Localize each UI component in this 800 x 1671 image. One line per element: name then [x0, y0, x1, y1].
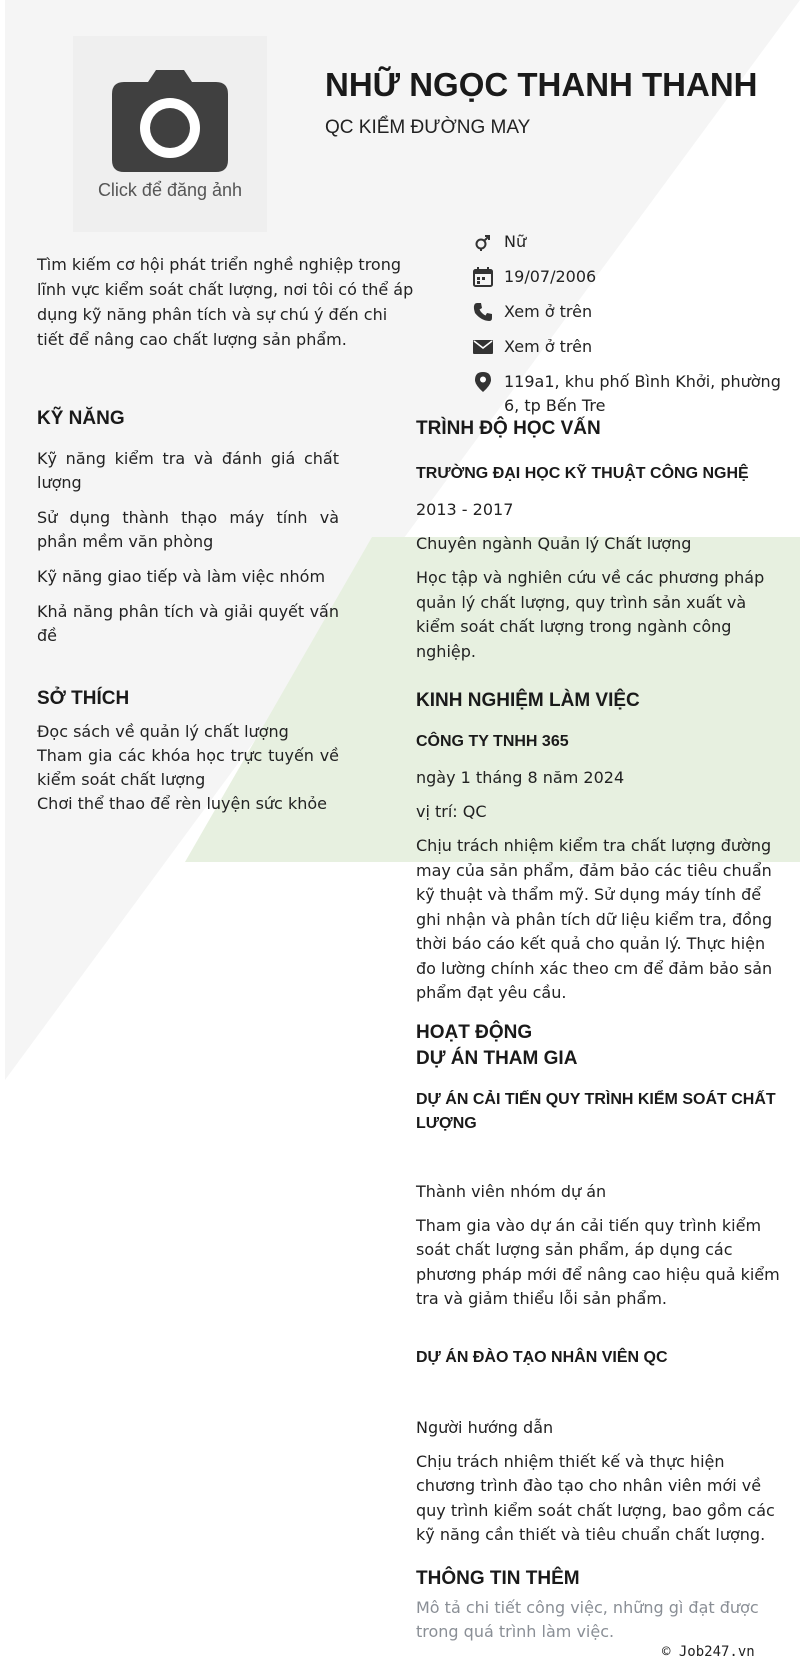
contact-address-value: 119a1, khu phố Bình Khởi, phường 6, tp Bến Tre	[504, 372, 781, 415]
contact-phone	[472, 300, 782, 324]
project-name: DỰ ÁN CẢI TIẾN QUY TRÌNH KIỂM SOÁT CHẤT LƯỢNG	[416, 1090, 776, 1132]
experience-description: Chịu trách nhiệm kiểm tra chất lượng đường may của sản phẩm, đảm bảo các tiêu chuẩn kỹ thuật và thẩm mỹ. Sử dụng máy tính để ghi nhận và phân tích dữ liệu kiểm tra, đồng thời báo cáo kết quả cho quản lý. Thực hiện đo lường chính xác theo cm để đảm bảo sản phẩm đạt yêu cầu.	[416, 836, 773, 1002]
skill-item: Kỹ năng giao tiếp và làm việc nhóm	[37, 567, 326, 586]
education-title: TRÌNH ĐỘ HỌC VẤN	[416, 418, 601, 439]
contact-gender	[472, 230, 782, 254]
activities-title: HOẠT ĐỘNG	[416, 1021, 533, 1043]
contact-address	[472, 370, 782, 418]
experience-position: vị trí: QC	[416, 802, 487, 821]
hobbies-section	[37, 688, 339, 816]
hobby-item: Tham gia các khóa học trực tuyến về kiểm soát chất lượng	[37, 746, 339, 789]
camera-icon	[112, 68, 228, 172]
extra-info-placeholder[interactable]: Mô tả chi tiết công việc, những gì đạt được trong quá trình làm việc.	[416, 1597, 759, 1641]
education-school: TRƯỜNG ĐẠI HỌC KỸ THUẬT CÔNG NGHỆ	[416, 465, 749, 482]
experience-title: KINH NGHIỆM LÀM VIỆC	[416, 690, 640, 711]
candidate-name: NHỮ NGỌC THANH THANH	[325, 66, 758, 103]
education-major: Chuyên ngành Quản lý Chất lượng	[416, 534, 692, 553]
skill-item: Khả năng phân tích và giải quyết vấn đề	[37, 602, 339, 645]
projects-title: DỰ ÁN THAM GIA	[416, 1047, 578, 1069]
experience-company: CÔNG TY TNHH 365	[416, 733, 569, 750]
photo-upload[interactable]	[73, 36, 267, 232]
project-description: Tham gia vào dự án cải tiến quy trình kiểm soát chất lượng sản phẩm, áp dụng các phương pháp mới để nâng cao hiệu quả kiểm tra và giảm thiểu lỗi sản phẩm.	[416, 1215, 780, 1308]
contact-email	[472, 335, 782, 359]
contact-email-value: Xem ở trên	[504, 337, 593, 356]
hobby-item: Đọc sách về quản lý chất lượng	[37, 722, 289, 741]
experience-date: ngày 1 tháng 8 năm 2024	[416, 768, 625, 787]
contact-birthday-value: 19/07/2006	[504, 267, 597, 286]
skill-item: Kỹ năng kiểm tra và đánh giá chất lượng	[37, 449, 339, 492]
location-pin-icon	[472, 371, 494, 393]
skills-title: KỸ NĂNG	[37, 408, 125, 429]
phone-icon	[472, 301, 494, 323]
right-column	[416, 418, 788, 1645]
hobby-item: Chơi thể thao để rèn luyện sức khỏe	[37, 794, 327, 813]
contact-gender-value: Nữ	[504, 232, 527, 251]
contact-info	[472, 230, 782, 429]
extra-info-title: THÔNG TIN THÊM	[416, 1567, 580, 1589]
project-role: Thành viên nhóm dự án	[416, 1181, 607, 1201]
skill-item: Sử dụng thành thạo máy tính và phần mềm văn phòng	[37, 508, 339, 551]
career-objective: Tìm kiếm cơ hội phát triển nghề nghiệp trong lĩnh vực kiểm soát chất lượng, nơi tôi có thể áp dụng kỹ năng phân tích và sự chú ý đến chi tiết để nâng cao chất lượng sản phẩm.	[37, 255, 414, 349]
education-description: Học tập và nghiên cứu về các phương pháp quản lý chất lượng, quy trình sản xuất và kiểm soát chất lượng trong ngành công nghiệp.	[416, 568, 765, 661]
contact-birthday	[472, 265, 782, 289]
candidate-role: QC KIỂM ĐƯỜNG MAY	[325, 117, 531, 138]
education-period: 2013 - 2017	[416, 500, 514, 519]
skills-section	[37, 408, 339, 659]
photo-upload-label: Click để đăng ảnh	[97, 179, 243, 200]
project-description: Chịu trách nhiệm thiết kế và thực hiện chương trình đào tạo cho nhân viên mới về quy trình kiểm soát chất lượng, bao gồm các kỹ năng cần thiết và tiêu chuẩn chất lượng.	[416, 1451, 775, 1544]
hobbies-title: SỞ THÍCH	[37, 688, 130, 709]
calendar-icon	[472, 266, 494, 288]
gender-icon	[472, 231, 494, 253]
footer-credit: © Job247.vn	[662, 1644, 755, 1660]
project-name: DỰ ÁN ĐÀO TẠO NHÂN VIÊN QC	[416, 1348, 668, 1366]
contact-phone-value: Xem ở trên	[504, 302, 593, 321]
project-role: Người hướng dẫn	[416, 1417, 554, 1437]
email-icon	[472, 336, 494, 358]
